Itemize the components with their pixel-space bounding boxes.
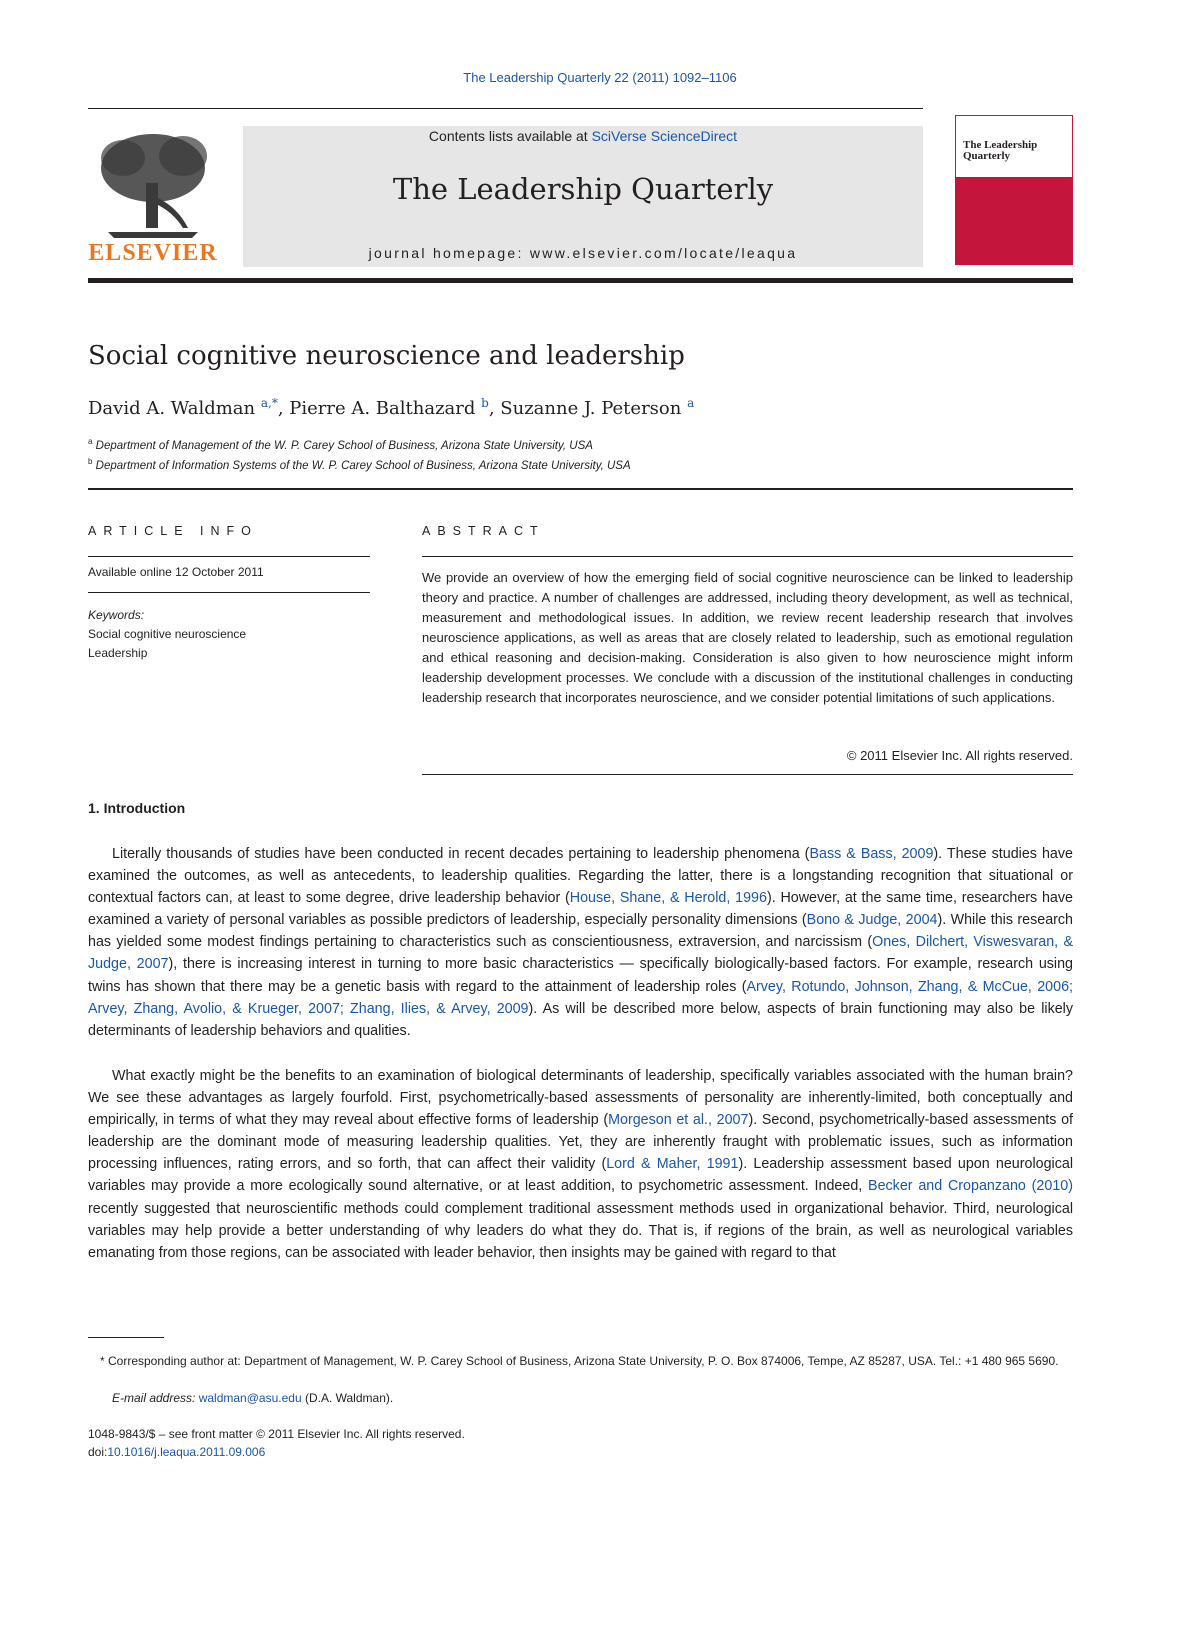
author-affil-mark[interactable]: a	[687, 396, 695, 410]
intro-paragraph-2	[88, 1065, 1073, 1264]
article-info-rule	[88, 556, 370, 557]
body-text: ). However, at the same time, researchers have examined a variety of personal variables as possible predictors of leadership, especially personality dimensions (	[88, 890, 1073, 929]
abstract-copyright: © 2011 Elsevier Inc. All rights reserved.	[846, 748, 1073, 763]
affiliation-b	[88, 457, 631, 472]
footnote-rule	[88, 1337, 164, 1338]
affiliation-text: Department of Information Systems of the W. P. Carey School of Business, Arizona State University, USA	[92, 459, 631, 472]
citation-link[interactable]: Lord & Maher, 1991	[606, 1156, 739, 1173]
keyword-item: Social cognitive neuroscience	[88, 627, 247, 641]
corresponding-author-footnote: * Corresponding author at: Department of Management, W. P. Carey School of Business, Arizona State University, P. O. Box 874006, Tempe, AZ 85287, USA. Tel.: +1 480 965 5690.	[100, 1354, 1059, 1368]
author-list	[88, 396, 694, 419]
journal-title: The Leadership Quarterly	[392, 172, 774, 206]
keywords-label: Keywords:	[88, 608, 145, 622]
body-text: ). Second, psychometrically-based assessments of leadership are the dominant mode of measuring leadership qualities. Yet, they are inherently fraught with problematic issues, such as information processing influences, rating errors, and so forth, that can affect their validity (	[88, 1112, 1073, 1173]
email-link[interactable]: waldman@asu.edu	[198, 1391, 302, 1405]
section-heading-introduction: 1. Introduction	[88, 800, 186, 816]
header-top-rule	[88, 108, 923, 109]
body-text: Literally thousands of studies have been conducted in recent decades pertaining to leadership phenomena (	[112, 846, 810, 862]
author-name[interactable]: David A. Waldman	[88, 398, 261, 419]
citation-link[interactable]: Morgeson et al., 2007	[608, 1112, 749, 1129]
doi-prefix: doi:	[88, 1445, 108, 1459]
paper-title: Social cognitive neuroscience and leadership	[88, 341, 685, 371]
affiliation-mark: a	[88, 437, 93, 446]
contents-prefix: Contents lists available at	[428, 128, 592, 144]
available-online: Available online 12 October 2011	[88, 565, 264, 579]
sciencedirect-link[interactable]: SciVerse ScienceDirect	[591, 128, 738, 144]
abstract-text: We provide an overview of how the emerging field of social cognitive neuroscience can be linked to leadership theory and practice. A number of challenges are addressed, including theory development, as well as technical, measurement and methodological issues. In addition, we review recent leadership research that involves neuroscience applications, as well as areas that are closely related to leadership, such as emotional regulation and ethical reasoning and decision-making. Consideration is also given to how neuroscience might inform leadership development processes. We conclude with a discussion of the institutional challenges in conducting leadership research that incorporates neuroscience, and we consider potential limitations of such applications.	[422, 570, 1073, 705]
contents-line	[243, 128, 923, 144]
intro-paragraph-1	[88, 843, 1073, 1042]
body-text: What exactly might be the benefits to an examination of biological determinants of leadership, specifically variables associated with the human brain? We see these advantages as largely fourfold. First, psychometrically-based assessments of personality are inherently-limited, both conceptually and empirically, in terms of what they may reveal about effective forms of leadership (	[88, 1068, 1073, 1129]
citation-link[interactable]: Bono & Judge, 2004	[806, 912, 938, 929]
journal-homepage[interactable]: journal homepage: www.elsevier.com/locate/leaqua	[368, 245, 798, 261]
abstract-heading: ABSTRACT	[422, 524, 545, 538]
body-text: recently suggested that neuroscientific methods could complement traditional assessment methods used in organizational behavior. Third, neurological variables may help provide a better understanding of why leaders do what they do. That is, if regions of the brain, as well as neurological variables emanating from those regions, can be associated with leader behavior, then insights may be gained with regard to that	[88, 1200, 1073, 1261]
body-text: ). These studies have examined the outcomes, as well as antecedents, to leadership qualities. Regarding the latter, there is a longstanding recognition that situational or contextual factors can, at least to some degree, drive leadership behavior (	[88, 846, 1073, 907]
issn-line: 1048-9843/$ – see front matter © 2011 Elsevier Inc. All rights reserved.	[88, 1427, 465, 1441]
citation-link[interactable]: Ones, Dilchert, Viswesvaran, & Judge, 2007	[88, 934, 1073, 973]
author-affil-mark[interactable]: a,*	[260, 396, 278, 410]
citation-link[interactable]: Becker and Cropanzano (2010)	[868, 1178, 1073, 1195]
keyword-item: Leadership	[88, 646, 148, 660]
affiliation-a	[88, 437, 593, 452]
doi-line	[88, 1443, 1073, 1461]
author-affil-mark[interactable]: b	[481, 396, 489, 410]
abstract-rule	[422, 556, 1073, 557]
cover-title: The Leadership Quarterly	[963, 139, 1038, 162]
title-block-rule	[88, 488, 1073, 490]
email-suffix: (D.A. Waldman).	[301, 1391, 394, 1405]
affiliation-mark: b	[88, 457, 93, 466]
body-text: ), there is increasing interest in turning to more basic characteristics — specifically biologically-based factors. For example, research using twins has shown that there may be a genetic basis with regard to the attainment of leadership roles (	[88, 956, 1073, 995]
header-bottom-rule	[88, 278, 1073, 283]
citation-link[interactable]: Arvey, Rotundo, Johnson, Zhang, & McCue, 2006; Arvey, Zhang, Avolio, & Krueger, 2007; Zhang, Ilies, & Arvey, 2009	[88, 978, 1073, 1017]
article-info-rule-2	[88, 592, 370, 593]
journal-cover-thumbnail	[955, 115, 1073, 265]
body-text: ). Leadership assessment based upon neurological variables may provide a more ecologically sound alternative, or at least addition, to psychometric assessment. Indeed,	[88, 1156, 1073, 1195]
doi-link[interactable]: 10.1016/j.leaqua.2011.09.006	[107, 1445, 266, 1459]
affiliation-text: Department of Management of the W. P. Carey School of Business, Arizona State University, USA	[92, 439, 593, 452]
body-text: ). While this research has yielded some modest findings pertaining to characteristics such as conscientiousness, extraversion, and narcissism (	[88, 912, 1074, 951]
article-info-heading: ARTICLE INFO	[88, 524, 258, 538]
elsevier-wordmark: ELSEVIER	[88, 240, 218, 266]
journal-citation[interactable]: The Leadership Quarterly 22 (2011) 1092–1106	[463, 70, 737, 85]
citation-link[interactable]: House, Shane, & Herold, 1996	[569, 890, 767, 907]
abstract-bottom-rule	[422, 774, 1073, 775]
author-name[interactable]: , Suzanne J. Peterson	[488, 398, 688, 419]
body-text: ). As will be described more below, aspects of brain functioning may also be likely determinants of leadership behaviors and qualities.	[88, 1000, 1073, 1039]
email-label: E-mail address:	[112, 1391, 199, 1405]
author-name[interactable]: , Pierre A. Balthazard	[277, 398, 482, 419]
email-footnote	[112, 1389, 1072, 1407]
citation-link[interactable]: Bass & Bass, 2009	[809, 846, 934, 862]
